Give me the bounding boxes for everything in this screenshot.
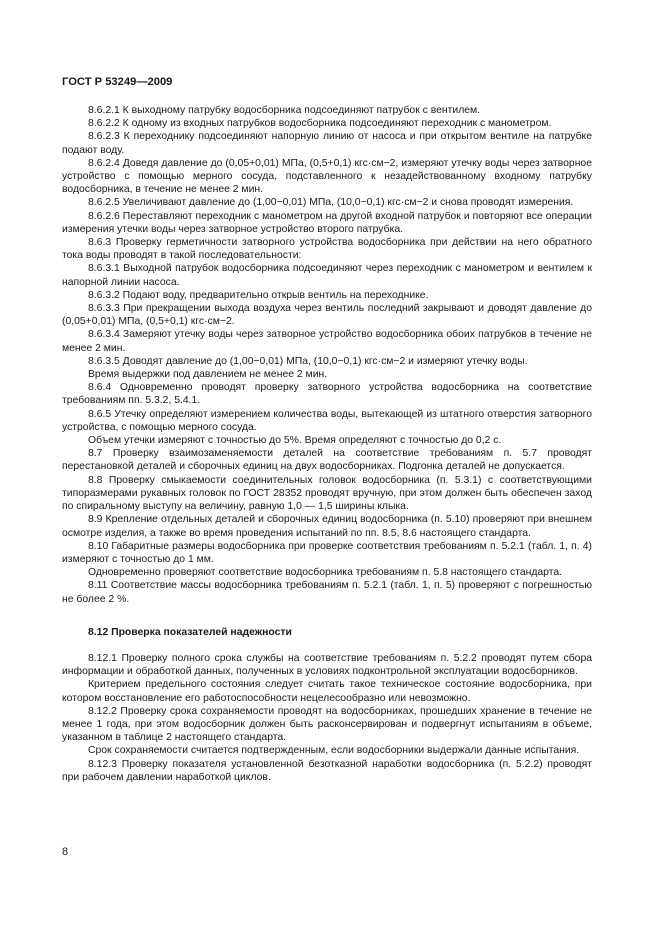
paragraph-8-6-2-3: 8.6.2.3 К переходнику подсоединяют напорную линию от насоса и при открытом вентиле на патрубке подают воду.	[62, 131, 592, 156]
paragraph-8-6-3-5: 8.6.3.5 Доводят давление до (1,00−0,01) МПа, (10,0−0,1) кгс·см−2 и измеряют утечку воды.	[88, 355, 528, 367]
paragraph-8-10: 8.10 Габаритные размеры водосборника при проверке соответствия требованиям п. 5.2.1 (табл. 1, п. 4) измеряют с точностью до 1 мм.	[62, 540, 592, 565]
paragraph-8-6-2-5: 8.6.2.5 Увеличивают давление до (1,00−0,01) МПа, (10,0−0,1) кгс·см−2 и снова проводят измерения.	[88, 197, 574, 209]
paragraph-8-6-3: 8.6.3 Проверку герметичности затворного устройства водосборника при действии на него обратного тока воды проводят в такой последовательности:	[62, 237, 592, 262]
paragraph-8-9: 8.9 Крепление отдельных деталей и сборочных единиц водосборника (п. 5.10) проверяют при внешнем осмотре изделия, а также во время проведения испытаний по пп. 8.5, 8.6 настоящего стандарта.	[62, 514, 592, 539]
paragraph-8-6-3-4: 8.6.3.4 Замеряют утечку воды через затворное устройство водосборника обоих патрубков в течение не менее 2 мин.	[62, 329, 592, 354]
paragraph-8-6-2-2: 8.6.2.2 К одному из входных патрубков водосборника подсоединяют переходник с манометром.	[88, 118, 552, 130]
page-number: 8	[62, 846, 69, 858]
paragraph-8-12-3: 8.12.3 Проверку показателя установленной безотказной наработки водосборника (п. 5.2.2) проводят при рабочем давлении наработкой циклов.	[62, 758, 592, 783]
paragraph-8-6-3-1: 8.6.3.1 Выходной патрубок водосборника подсоединяют через переходник с манометром и вентилем к напорной линии насоса.	[62, 263, 592, 288]
paragraph-8-6-2-1: 8.6.2.1 К выходному патрубку водосборника подсоединяют патрубок с вентилем.	[88, 105, 481, 116]
paragraph-8-7: 8.7 Проверку взаимозаменяемости деталей на соответствие требованиям п. 5.7 проводят перестановкой деталей и сборочных единиц на двух водосборниках. Подгонка деталей не допускается.	[62, 448, 592, 473]
paragraph-conformity: Одновременно проверяют соответствие водосборника требованиям п. 5.8 настоящего стандарта.	[88, 567, 563, 579]
paragraph-storage-confirmed: Срок сохраняемости считается подтвержденным, если водосборники выдержали данные испытания.	[88, 745, 580, 757]
paragraph-limit-state: Критерием предельного состояния следует считать такое техническое состояние водосборника, при котором восстановление его работоспособности нецелесообразно или невозможно.	[62, 679, 592, 704]
document-body	[62, 104, 592, 784]
paragraph-8-6-2-4: 8.6.2.4 Доведя давление до (0,05+0,01) МПа, (0,5+0,1) кгс·см−2, измеряют утечку воды через затворное устройство с помощью мерного сосуда, подставленного к незадействованному входному патрубку водосборника, в течение не менее 2 мин.	[62, 157, 592, 196]
document-header: ГОСТ Р 53249—2009	[62, 76, 173, 88]
paragraph-hold-time: Время выдержки под давлением не менее 2 мин.	[88, 369, 328, 381]
paragraph-8-12-2: 8.12.2 Проверку срока сохраняемости проводят на водосборниках, прошедших хранение в течение не менее 1 года, при этом водосборник должен быть расконсервирован и подвергнут испытаниям в объеме, указанном в таблице 2 настоящего стандарта.	[62, 705, 592, 744]
paragraph-8-11: 8.11 Соответствие массы водосборника требованиям п. 5.2.1 (табл. 1, п. 5) проверяют с погрешностью не более 2 %.	[62, 580, 592, 605]
section-heading-8-12: 8.12 Проверка показателей надежности	[88, 626, 292, 638]
paragraph-leak-volume: Объем утечки измеряют с точностью до 5%. Время определяют с точностью до 0,2 с.	[88, 435, 502, 447]
paragraph-8-6-3-2: 8.6.3.2 Подают воду, предварительно открыв вентиль на переходнике.	[88, 289, 429, 301]
paragraph-8-12-1: 8.12.1 Проверку полного срока службы на соответствие требованиям п. 5.2.2 проводят путем сбора информации и обработкой данных, полученных в условиях подконтрольной эксплуатации водосборников.	[62, 652, 592, 678]
paragraph-8-6-5: 8.6.5 Утечку определяют измерением количества воды, вытекающей из штатного отверстия затворного устройства, с помощью мерного сосуда.	[62, 408, 592, 433]
paragraph-8-6-2-6: 8.6.2.6 Переставляют переходник с манометром на другой входной патрубок и повторяют все операции измерения утечки воды через затворное устройство второго патрубка.	[62, 210, 592, 235]
paragraph-8-6-4: 8.6.4 Одновременно проводят проверку затворного устройства водосборника на соответствие требованиям пп. 5.3.2, 5.4.1.	[62, 382, 592, 407]
paragraph-8-6-3-3: 8.6.3.3 При прекращении выхода воздуха через вентиль последний закрывают и доводят давление до (0,05+0,01) МПа, (0,5+0,1) кгс·см−2.	[62, 303, 592, 328]
paragraph-8-8: 8.8 Проверку смыкаемости соединительных головок водосборника (п. 5.3.1) с соответствующими типоразмерами рукавных головок по ГОСТ 28352 проводят вручную, при этом должен быть обеспечен заход по спиральному выступу на величину, равную 1,0 — 1,5 ширины клыка.	[62, 474, 592, 513]
